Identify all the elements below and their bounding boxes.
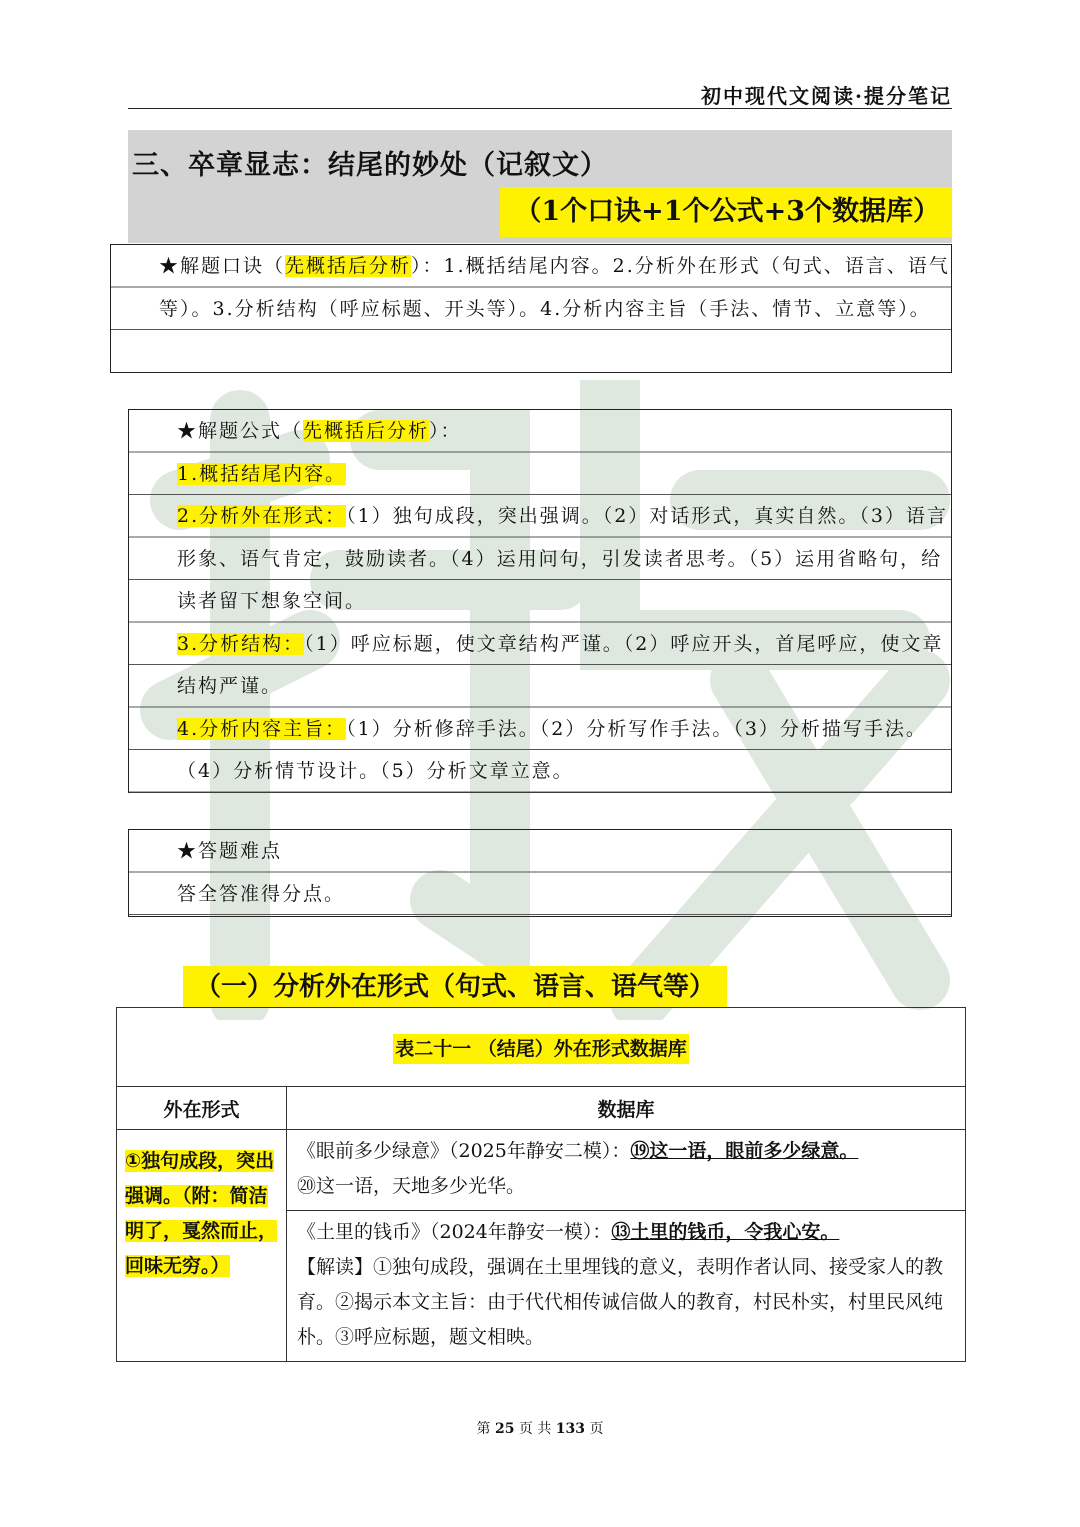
difficulty-title: ★答题难点 bbox=[177, 840, 283, 862]
section-title-band bbox=[128, 130, 952, 243]
formula-step-3: 3.分析结构：（1）呼应标题，使文章结构严谨。（2）呼应开头，首尾呼应，使文章结构严谨。 bbox=[177, 632, 944, 697]
form-cell: ①独句成段，突出强调。（附：简洁明了，戛然而止，回味无穷。） bbox=[117, 1130, 287, 1362]
example-quote: ⑬土里的钱币，令我心安。 bbox=[611, 1221, 840, 1243]
column-header-database: 数据库 bbox=[287, 1087, 966, 1130]
difficulty-text: 答全答准得分点。 bbox=[177, 882, 346, 905]
example-cell-1: 《眼前多少绿意》（2025年静安二模）：⑲这一语，眼前多少绿意。 ⑳这一语，天地多少光华。 bbox=[287, 1130, 966, 1211]
running-header: 初中现代文阅读·提分笔记 bbox=[701, 84, 952, 108]
example-quote: ⑲这一语，眼前多少绿意。 bbox=[630, 1140, 859, 1162]
formula-step-1: 1.概括结尾内容。 bbox=[177, 462, 347, 485]
example-cell-2: 《土里的钱币》（2024年静安一模）：⑬土里的钱币，令我心安。 【解读】①独句成段，强调在土里埋钱的意义，表明作者认同、接受家人的教育。②揭示本文主旨：由于代代相传诚信做人的教育，村民朴实，村里民风纯朴。③呼应标题，题文相映。 bbox=[287, 1211, 966, 1362]
mnemonic-text bbox=[111, 245, 951, 330]
table-row bbox=[117, 1130, 966, 1211]
page-footer: 第 25 页 共 133 页 bbox=[476, 1421, 604, 1437]
column-header-form: 外在形式 bbox=[117, 1087, 287, 1130]
page-total: 133 bbox=[555, 1421, 586, 1437]
database-table bbox=[116, 1007, 966, 1362]
difficulty-box bbox=[128, 829, 952, 917]
mnemonic-box bbox=[110, 244, 952, 373]
table-caption: 表二十一 （结尾）外在形式数据库 bbox=[117, 1008, 966, 1087]
page-number: 25 bbox=[494, 1421, 515, 1437]
mnemonic-rest: ）：1.概括结尾内容。2.分析外在形式（句式、语言、语气等）。3.分析结构（呼应标题、开头等）。4.分析内容主旨（手法、情节、立意等）。 bbox=[159, 255, 950, 320]
section-subtitle: （1个口诀+1个公式+3个数据库） bbox=[500, 187, 952, 237]
step-4-label: 4.分析内容主旨： bbox=[177, 717, 347, 740]
formula-box bbox=[128, 409, 952, 793]
formula-step-2: 2.分析外在形式：（1）独句成段，突出强调。（2）对话形式，真实自然。（3）语言形象、语气肯定，鼓励读者。（4）运用问句，引发读者思考。（5）运用省略句，给读者留下想象空间。 bbox=[177, 505, 948, 612]
step-3-label: 3.分析结构： bbox=[177, 632, 305, 655]
formula-text bbox=[129, 410, 951, 793]
formula-highlight: 先概括后分析 bbox=[303, 420, 430, 442]
subsection-heading: （一）分析外在形式（句式、语言、语气等） bbox=[183, 966, 727, 1008]
step-2-label: 2.分析外在形式： bbox=[177, 505, 347, 527]
section-title: 三、卒章显志：结尾的妙处（记叙文） bbox=[132, 150, 608, 181]
formula-heading: ★解题公式（先概括后分析）： bbox=[177, 420, 462, 442]
mnemonic-highlight: 先概括后分析 bbox=[285, 255, 412, 277]
note-label: 【解读】 bbox=[297, 1256, 374, 1278]
mnemonic-lead: ★解题口诀（ bbox=[159, 255, 286, 277]
formula-step-4: 4.分析内容主旨：（1）分析修辞手法。（2）分析写作手法。（3）分析描写手法。（4）分析情节设计。（5）分析文章立意。 bbox=[177, 717, 927, 782]
header-rule bbox=[128, 108, 952, 109]
